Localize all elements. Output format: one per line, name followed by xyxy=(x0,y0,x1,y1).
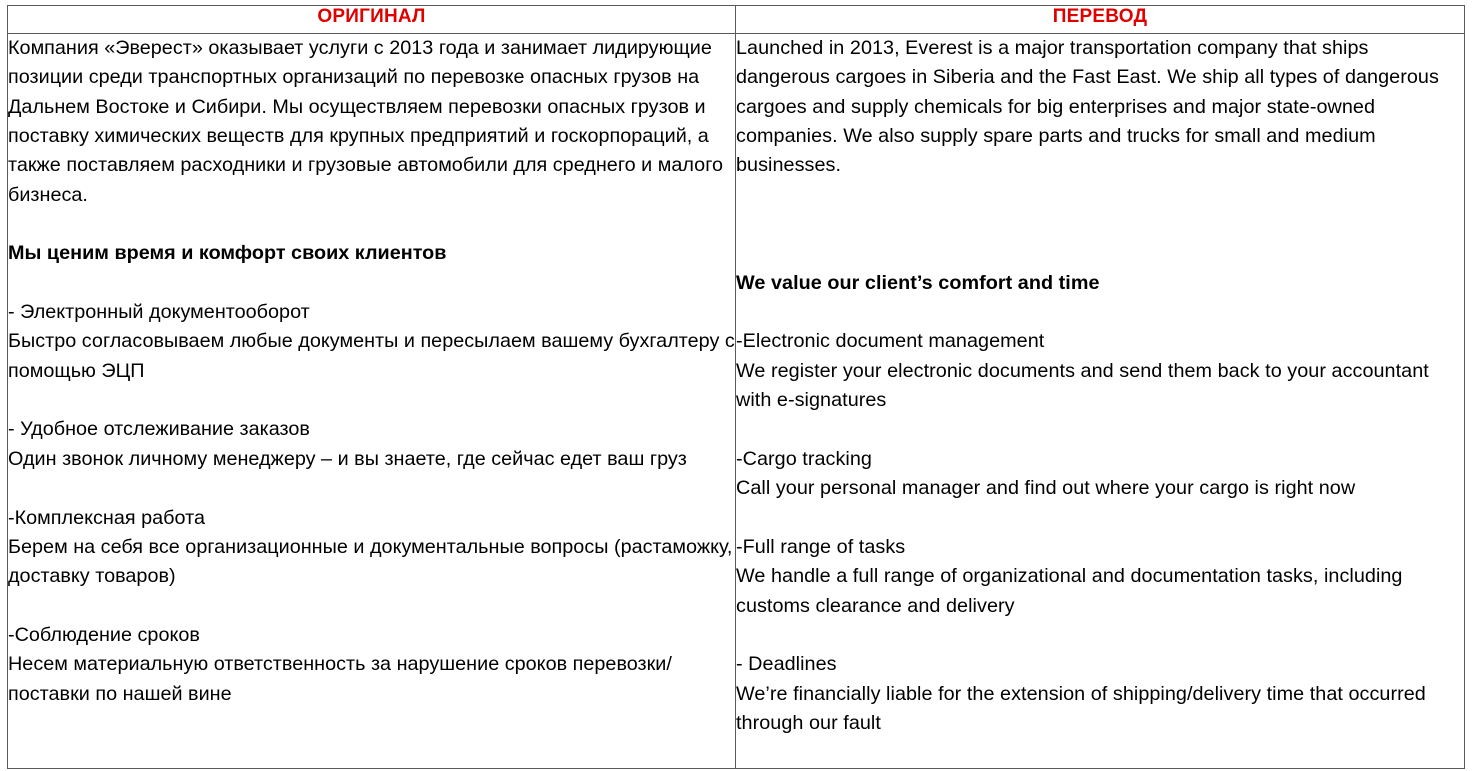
translation-intro-paragraph: Launched in 2013, Everest is a major transportation company that ships dangerous cargoes in Siberia and the Fast East. We ship all types of dangerous cargoes and supply chemicals for big enterprises and major state-owned companies. We also supply spare parts and trucks for small and medium businesses. xyxy=(736,37,1439,177)
original-item-title: - Удобное отслеживание заказов xyxy=(8,418,310,441)
original-item-text: Берем на себя все организационные и документальные вопросы (растаможку, доставку товаров) xyxy=(8,535,733,588)
translation-item-text: We register your electronic documents and send them back to your accountant with e-signatures xyxy=(736,359,1429,412)
translation-item-text: We’re financially liable for the extension of shipping/delivery time that occurred through our fault xyxy=(736,682,1426,734)
original-item-text: Несем материальную ответственность за нарушение сроков перевозки/поставки по нашей вине xyxy=(8,653,672,705)
original-section-heading: Мы ценим время и комфорт своих клиентов xyxy=(8,242,447,265)
original-text-cell xyxy=(8,34,736,769)
original-item-title: -Комплексная работа xyxy=(8,506,205,529)
original-item-title: - Электронный документооборот xyxy=(8,301,310,324)
original-item-text: Быстро согласовываем любые документы и пересылаем вашему бухгалтеру с помощью ЭЦП xyxy=(8,330,735,382)
translation-item-title: -Cargo tracking xyxy=(736,447,872,470)
original-column-header: ОРИГИНАЛ xyxy=(8,6,736,34)
translation-item-text: We handle a full range of organizational and documentation tasks, including customs clearance and delivery xyxy=(736,565,1403,617)
translation-item-title: -Full range of tasks xyxy=(736,535,906,558)
translation-item-text: Call your personal manager and find out where your cargo is right now xyxy=(736,477,1356,500)
translation-table xyxy=(7,5,1465,769)
translation-item-title: -Electronic document management xyxy=(736,330,1045,353)
original-item-title: -Соблюдение сроков xyxy=(8,623,200,646)
header-row xyxy=(8,6,1465,34)
translation-text-cell xyxy=(736,34,1465,769)
translation-column-header: ПЕРЕВОД xyxy=(736,6,1465,34)
original-intro-paragraph: Компания «Эверест» оказывает услуги с 2013 года и занимает лидирующие позиции среди транспортных организаций по перевозке опасных грузов на Дальнем Востоке и Сибири. Мы осуществляем перевозки опасных грузов и поставку химических веществ для крупных предприятий и госкорпораций, а также поставляем расходники и грузовые автомобили для среднего и малого бизнеса. xyxy=(8,37,724,206)
original-item-text: Один звонок личному менеджеру – и вы знаете, где сейчас едет ваш груз xyxy=(8,447,687,470)
translation-section-heading: We value our client’s comfort and time xyxy=(736,271,1100,294)
content-row xyxy=(8,34,1465,769)
translation-item-title: - Deadlines xyxy=(736,653,837,676)
